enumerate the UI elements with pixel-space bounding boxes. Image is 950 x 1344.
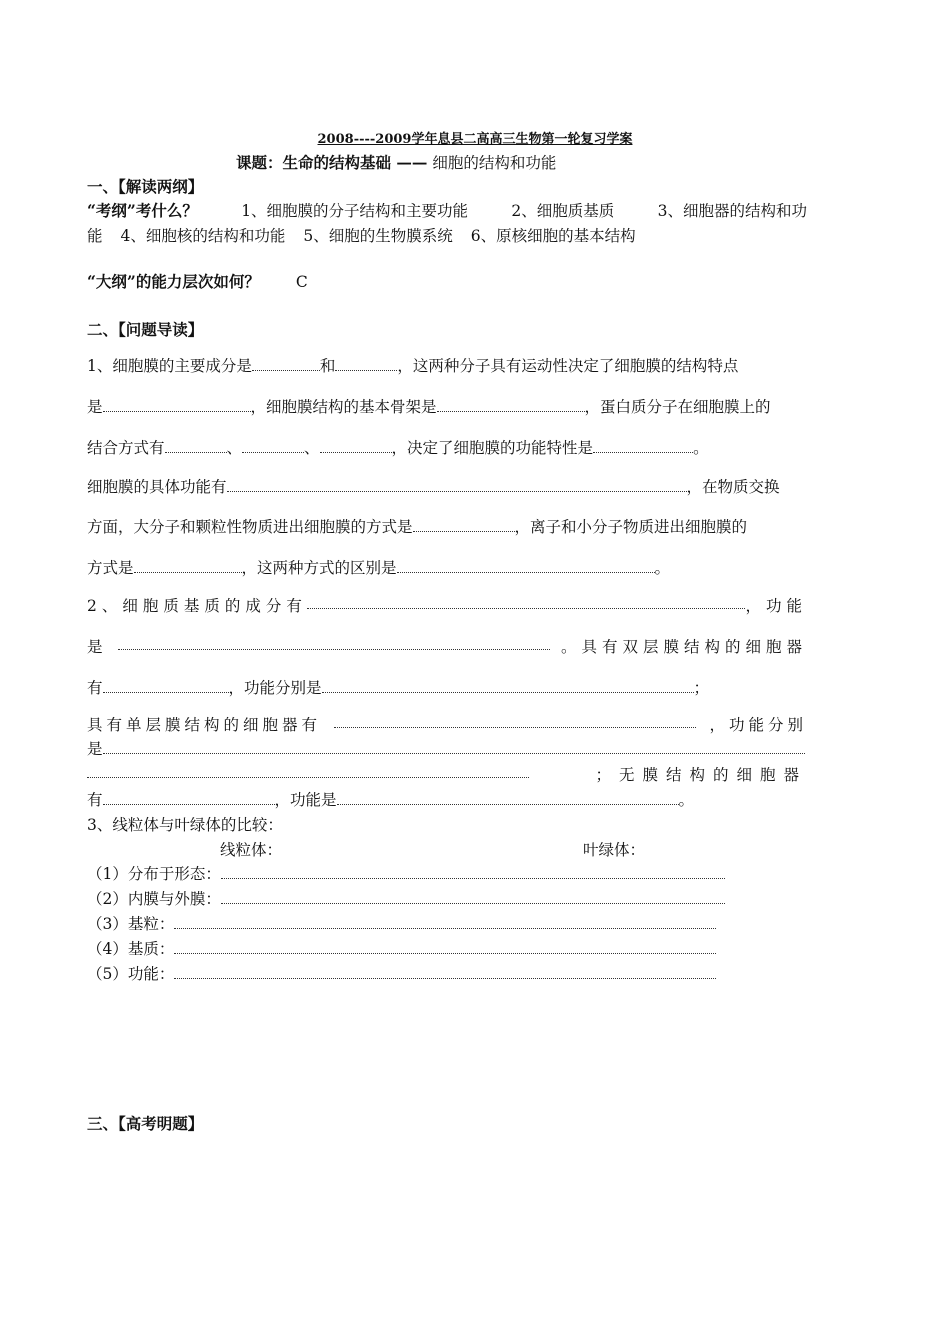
answer-blank[interactable]	[242, 440, 304, 453]
outline-item: 5、细胞的生物膜系统	[303, 227, 453, 245]
answer-blank[interactable]	[118, 637, 550, 650]
answer-blank[interactable]	[397, 560, 655, 573]
q1-line-1: 1、细胞膜的主要成分是 和 ，这两种分子具有运动性决定了细胞膜的结构特点	[87, 357, 739, 375]
q1-line-4: 细胞膜的具体功能有 ，在物质交换	[87, 478, 780, 496]
outline-item: 3、细胞器的结构和功	[657, 202, 807, 220]
q1-line-3: 结合方式有 、 、 ，决定了细胞膜的功能特性是 。	[87, 439, 709, 457]
outline-item: 6、原核细胞的基本结构	[470, 227, 636, 245]
q1-line-2: 是 ，细胞膜结构的基本骨架是 ，蛋白质分子在细胞膜上的	[87, 398, 771, 416]
outline-item: 2、细胞质基质	[511, 202, 615, 220]
section-3-heading: 三、【高考明题】	[87, 1114, 204, 1133]
answer-blank[interactable]	[337, 792, 679, 805]
section-1-heading: 一、【解读两纲】	[87, 177, 204, 196]
answer-blank[interactable]	[593, 440, 693, 453]
q2-line-7: 有 ，功能是 。	[87, 791, 695, 809]
comparison-row: （1）分布于形态：	[87, 864, 725, 884]
comparison-row: （2）内膜与外膜：	[87, 889, 725, 909]
q2-line-5: 是	[87, 739, 805, 759]
q2-line-4: 具有单层膜结构的细胞器有 ，功能分别	[87, 716, 807, 734]
answer-blank[interactable]	[227, 479, 687, 492]
answer-blank[interactable]	[103, 399, 251, 412]
document-title: 2008----2009学年息县二高高三生物第一轮复习学案	[317, 132, 633, 147]
exam-outline-line-1	[87, 201, 807, 221]
answer-blank[interactable]	[334, 715, 696, 728]
subtitle-topic: 细胞的结构和功能	[432, 154, 557, 172]
answer-blank[interactable]	[87, 765, 529, 778]
answer-blank[interactable]	[174, 966, 716, 979]
answer-blank[interactable]	[322, 680, 694, 693]
lesson-subtitle	[236, 151, 556, 173]
answer-blank[interactable]	[413, 519, 515, 532]
answer-blank[interactable]	[320, 440, 392, 453]
ability-question: “大纲”的能力层次如何？	[87, 272, 260, 291]
outline-item: 4、细胞核的结构和功能	[120, 227, 286, 245]
outline-item: 1、细胞膜的分子结构和主要功能	[241, 202, 469, 220]
ability-level: C	[295, 273, 308, 291]
mitochondria-column-label: 线粒体：	[220, 841, 283, 859]
q3-heading: 3、线粒体与叶绿体的比较：	[87, 816, 283, 834]
q1-line-6: 方式是 ，这两种方式的区别是 。	[87, 559, 671, 577]
ability-level-line	[87, 272, 308, 292]
answer-blank[interactable]	[307, 596, 746, 609]
answer-blank[interactable]	[165, 440, 227, 453]
comparison-row: （4）基质：	[87, 939, 716, 959]
answer-blank[interactable]	[134, 560, 242, 573]
chloroplast-column-label: 叶绿体：	[583, 841, 646, 859]
section-2-heading: 二、【问题导读】	[87, 320, 204, 339]
answer-blank[interactable]	[437, 399, 585, 412]
answer-blank[interactable]	[221, 891, 725, 904]
q2-line-3: 有 ，功能分别是 ；	[87, 679, 710, 697]
q1-line-5: 方面，大分子和颗粒性物质进出细胞膜的方式是 ，离子和小分子物质进出细胞膜的	[87, 518, 748, 536]
answer-blank[interactable]	[252, 358, 320, 371]
answer-blank[interactable]	[174, 916, 716, 929]
exam-outline-line-2	[87, 226, 636, 246]
comparison-row: （5）功能：	[87, 964, 716, 984]
answer-blank[interactable]	[103, 680, 229, 693]
answer-blank[interactable]	[103, 741, 805, 754]
answer-blank[interactable]	[221, 866, 725, 879]
answer-blank[interactable]	[174, 941, 716, 954]
q2-line-2: 是 。具有双层膜结构的细胞器	[87, 638, 807, 656]
exam-outline-question: “考纲”考什么？	[87, 201, 198, 220]
subtitle-label: 课题：生命的结构基础 ——	[236, 153, 428, 172]
q2-line-1: 2、细胞质基质的成分有 ，功能	[87, 597, 807, 615]
answer-blank[interactable]	[335, 358, 397, 371]
answer-blank[interactable]	[103, 792, 275, 805]
q2-line-6: ；无膜结构的细胞器	[87, 765, 807, 785]
comparison-row: （3）基粒：	[87, 914, 716, 934]
outline-item: 能	[87, 227, 103, 245]
